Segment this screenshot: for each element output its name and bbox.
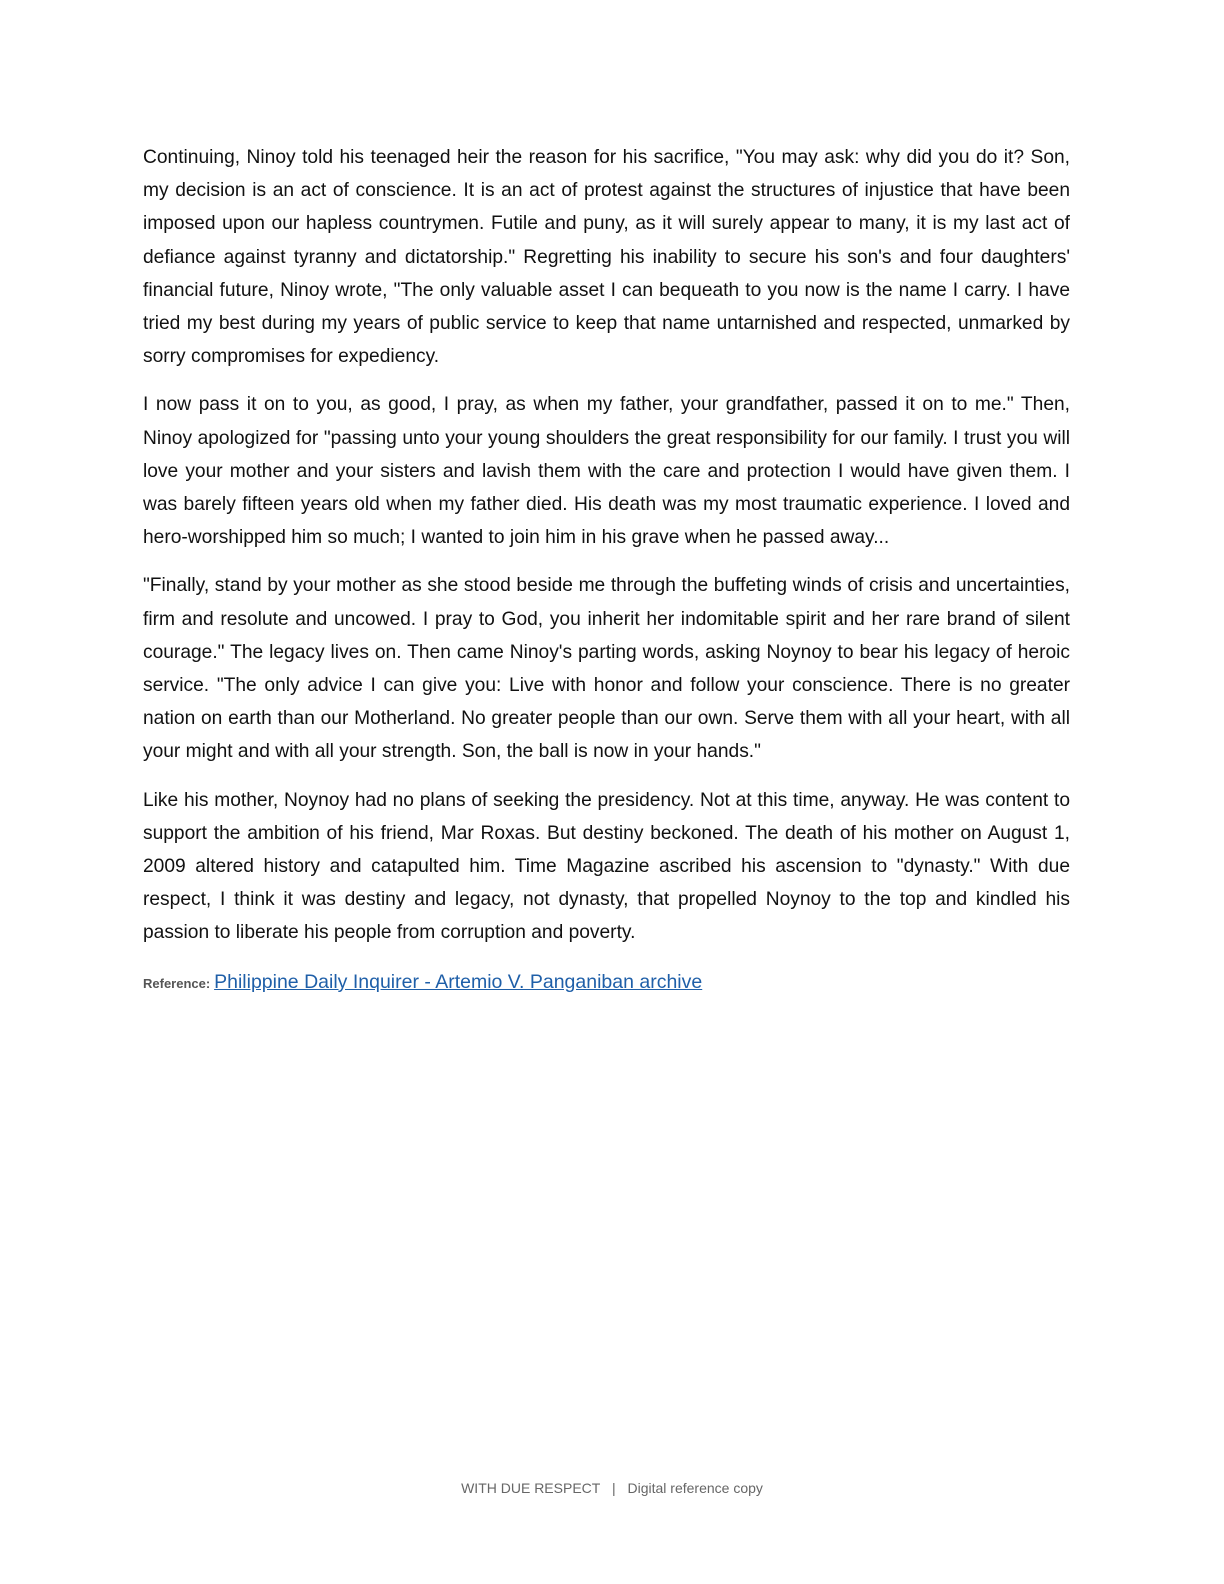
paragraph-1: Continuing, Ninoy told his teenaged heir the reason for his sacrifice, "You may ask: why did you do it? Son, my decision is an act of conscience. It is an act of protest against the structures of injustice that have been imposed upon our hapless countrymen. Futile and puny, as it will surely appear to many, it is my last act of defiance against tyranny and dictatorship." Regretting his inability to secure his son's and four daughters' financial future, Ninoy wrote, "The only valuable asset I can bequeath to you now is the name I carry. I have tried my best during my years of public service to keep that name untarnished and respected, unmarked by sorry compromises for expediency. xyxy=(143,147,1070,368)
footer-title: WITH DUE RESPECT xyxy=(461,1480,601,1496)
reference-label: Reference: xyxy=(143,975,211,991)
footer-separator: | xyxy=(611,1480,616,1496)
reference-line xyxy=(143,970,1070,996)
footer-subtitle: Digital reference copy xyxy=(627,1480,763,1496)
paragraph-4: Like his mother, Noynoy had no plans of seeking the presidency. Not at this time, anyway. He was content to support the ambition of his friend, Mar Roxas. But destiny beckoned. The death of his mother on August 1, 2009 altered history and catapulted him. Time Magazine ascribed his ascension to "dynasty." With due respect, I think it was destiny and legacy, not dynasty, that propelled Noynoy to the top and kindled his passion to liberate his people from corruption and poverty. xyxy=(143,789,1070,944)
page-footer xyxy=(0,1478,1224,1498)
reference-link[interactable]: Philippine Daily Inquirer - Artemio V. Panganiban archive xyxy=(214,970,703,993)
paragraph-3: "Finally, stand by your mother as she stood beside me through the buffeting winds of crisis and uncertainties, firm and resolute and uncowed. I pray to God, you inherit her indomitable spirit and her rare brand of silent courage." The legacy lives on. Then came Ninoy's parting words, asking Noynoy to bear his legacy of heroic service. "The only advice I can give you: Live with honor and follow your conscience. There is no greater nation on earth than our Motherland. No greater people than our own. Serve them with all your heart, with all your might and with all your strength. Son, the ball is now in your hands." xyxy=(143,575,1070,763)
paragraph-2: I now pass it on to you, as good, I pray, as when my father, your grandfather, passed it on to me." Then, Ninoy apologized for "passing unto your young shoulders the great responsibility for our family. I trust you will love your mother and your sisters and lavish them with the care and protection I would have given them. I was barely fifteen years old when my father died. His death was my most traumatic experience. I loved and hero-worshipped him so much; I wanted to join him in his grave when he passed away... xyxy=(143,394,1070,549)
article-body xyxy=(143,141,1070,996)
